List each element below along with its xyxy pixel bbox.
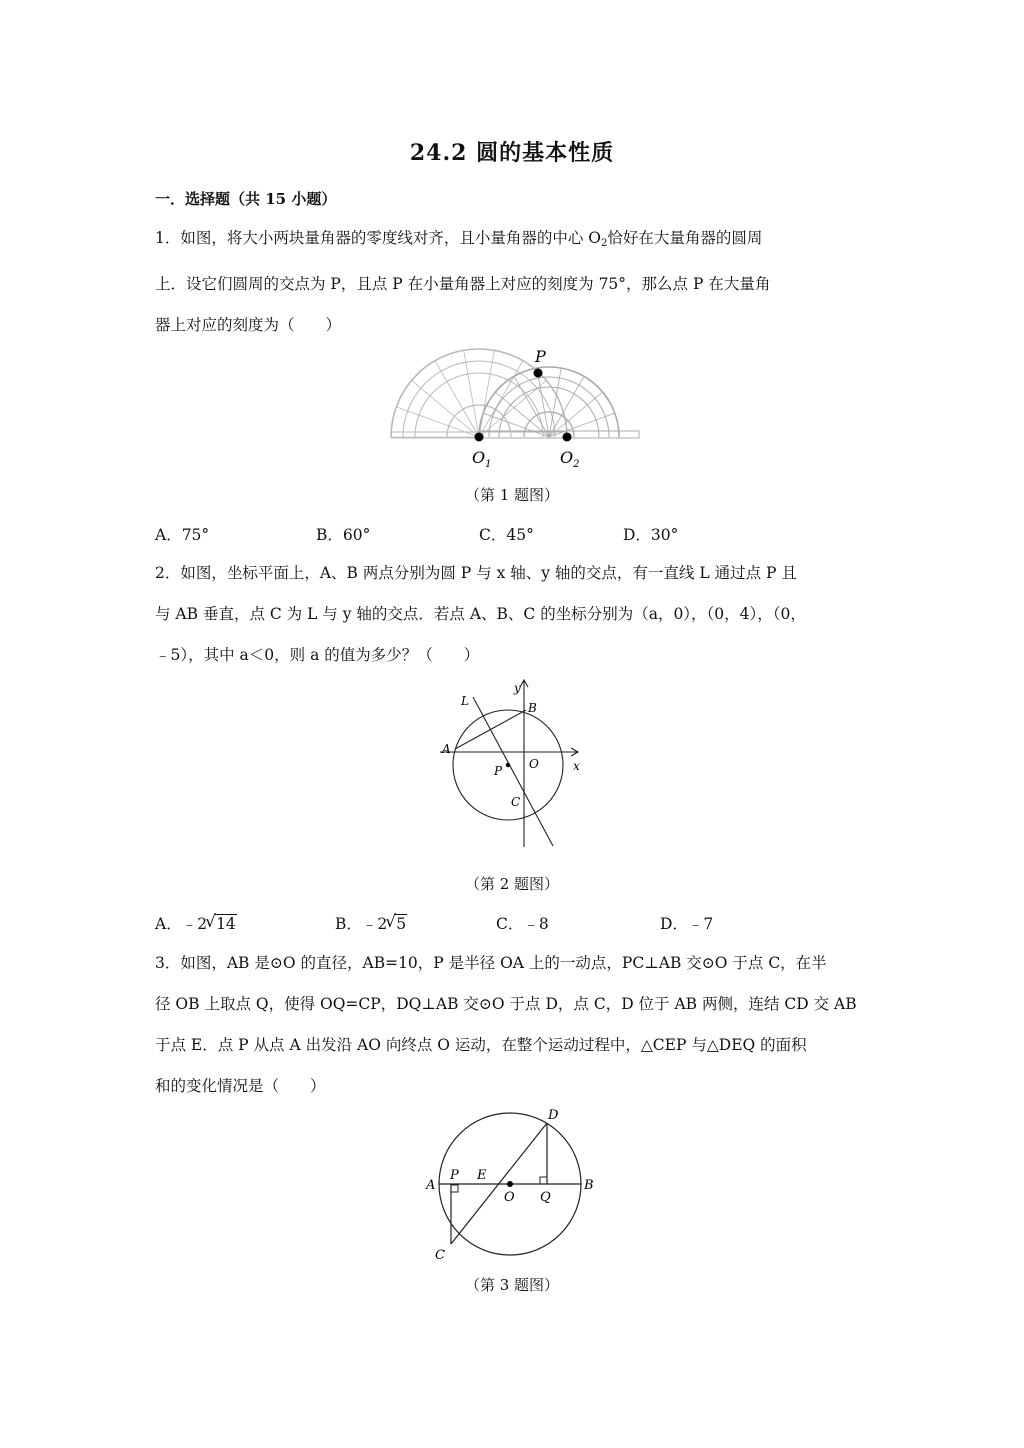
question-3-text	[155, 943, 867, 1107]
point-p	[534, 369, 543, 378]
right-angle-p	[451, 1185, 458, 1192]
q1-option-d: D．30°	[623, 526, 679, 544]
question-3-line-3: 于点 E．点 P 从点 A 出发沿 AO 向终点 O 运动，在整个运动过程中，△CEP 与△DEQ 的面积	[155, 1036, 807, 1054]
page-title: 24.2 圆的基本性质	[409, 140, 615, 166]
label-o2: $O_2$	[560, 448, 580, 470]
right-angle-q	[540, 1177, 547, 1184]
question-1-text	[155, 218, 867, 346]
question-1-line-2: 上．设它们圆周的交点为 P，且点 P 在小量角器上对应的刻度为 75°，那么点 P 在大量角	[155, 275, 771, 293]
label-e: E	[477, 1168, 487, 1183]
q1-option-a: A．75°	[155, 526, 210, 544]
q2-option-b: B．﹣2√ 5	[335, 912, 407, 934]
figure-2-caption: （第 2 题图）	[464, 875, 560, 893]
point-o	[507, 1181, 513, 1187]
label-c: C	[435, 1248, 445, 1263]
label-d: D	[548, 1108, 559, 1123]
coordinate-circle-figure	[435, 675, 595, 855]
q2-option-c: C．﹣8	[496, 915, 549, 933]
question-3-line-2: 径 OB 上取点 Q，使得 OQ=CP，DQ⊥AB 交⊙O 于点 D，点 C，D 位于 AB 两侧，连结 CD 交 AB	[155, 995, 857, 1013]
label-b: B	[528, 701, 537, 715]
q1-option-c: C．45°	[479, 526, 534, 544]
label-o: O	[529, 757, 539, 771]
label-c: C	[511, 795, 521, 809]
protractor-figure	[385, 342, 645, 472]
label-a: A	[426, 1178, 436, 1193]
line-l	[473, 697, 553, 846]
label-a: A	[442, 742, 451, 756]
question-1-line-1: 1．如图，将大小两块量角器的零度线对齐，且小量角器的中心 $O_2$恰好在大量角器的圆周	[155, 229, 763, 249]
circle-diameter-figure	[420, 1100, 605, 1265]
label-x: x	[573, 759, 580, 773]
label-l: L	[461, 694, 469, 708]
figure-3-caption: （第 3 题图）	[464, 1276, 560, 1294]
label-o1: $O_1$	[472, 448, 492, 470]
label-p: P	[450, 1168, 459, 1183]
label-q: Q	[540, 1190, 551, 1205]
label-b: B	[584, 1178, 594, 1193]
point-o1	[475, 433, 484, 442]
question-3-line-4: 和的变化情况是（ ）	[155, 1077, 326, 1095]
figure-1-caption: （第 1 题图）	[464, 486, 560, 504]
question-1-line-3: 器上对应的刻度为（ ）	[155, 316, 342, 334]
point-p	[506, 763, 510, 767]
question-3-line-1: 3．如图，AB 是⊙O 的直径，AB=10，P 是半径 OA 上的一动点，PC⊥AB 交⊙O 于点 C，在半	[155, 954, 827, 972]
q1-option-b: B．60°	[316, 526, 371, 544]
question-2-line-3: ﹣5），其中 a＜0，则 a 的值为多少？（ ）	[155, 646, 480, 664]
label-p: P	[494, 764, 503, 778]
q2-option-d: D．﹣7	[660, 915, 714, 933]
question-2-line-2: 与 AB 垂直，点 C 为 L 与 y 轴的交点．若点 A、B、C 的坐标分别为（a，0），（0，4），（0，	[155, 605, 806, 623]
label-p: P	[535, 347, 546, 366]
question-2-text	[155, 553, 867, 676]
q2-option-a: A．﹣2√ 14	[155, 912, 237, 934]
question-2-line-1: 2．如图，坐标平面上，A、B 两点分别为圆 P 与 x 轴、y 轴的交点，有一直线 L 通过点 P 且	[155, 564, 797, 582]
section-heading: 一．选择题（共 15 小题）	[155, 190, 337, 208]
label-o: O	[504, 1190, 515, 1205]
label-y: y	[514, 681, 521, 695]
point-o2	[563, 433, 572, 442]
